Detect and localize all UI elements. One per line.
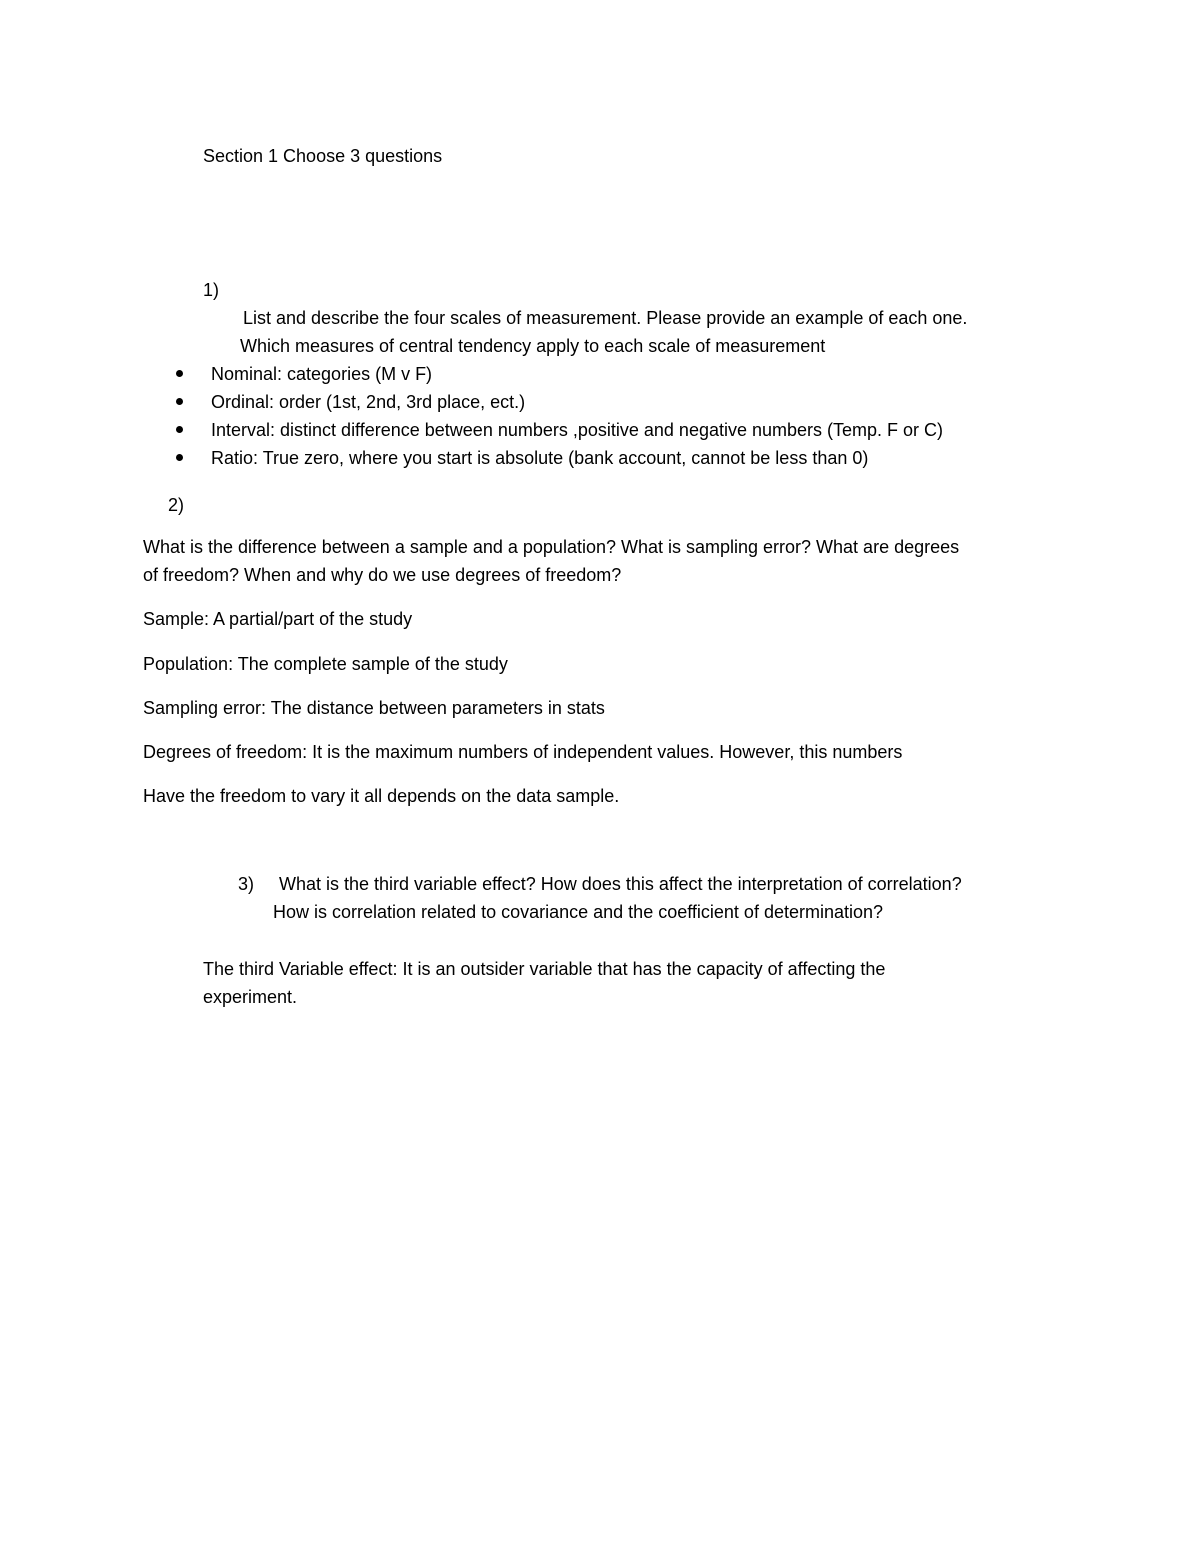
question-3-prompt-line-1: What is the third variable effect? How does this affect the interpretation of correlation? xyxy=(279,874,962,894)
question-3-number: 3) xyxy=(238,874,255,894)
bullet-item-ratio: Ratio: True zero, where you start is absolute (bank account, cannot be less than 0) xyxy=(211,448,869,468)
question-2-number: 2) xyxy=(168,495,185,515)
answer-degrees-of-freedom: Degrees of freedom: It is the maximum numbers of independent values. However, this numbers xyxy=(143,742,903,762)
bullet-item-nominal: Nominal: categories (M v F) xyxy=(211,364,433,384)
section-heading: Section 1 Choose 3 questions xyxy=(203,146,443,166)
bullet-icon xyxy=(176,426,183,433)
question-2-prompt-line-1: What is the difference between a sample and a population? What is sampling error? What are degrees xyxy=(143,537,960,557)
answer-third-variable-line-1: The third Variable effect: It is an outsider variable that has the capacity of affecting the xyxy=(203,959,886,979)
question-1-number: 1) xyxy=(203,280,220,300)
answer-population: Population: The complete sample of the study xyxy=(143,654,508,674)
answer-degrees-of-freedom-continued: Have the freedom to vary it all depends on the data sample. xyxy=(143,786,620,806)
bullet-icon xyxy=(176,398,183,405)
question-1-prompt-line-1: List and describe the four scales of measurement. Please provide an example of each one. xyxy=(243,308,968,328)
question-1-prompt-line-2: Which measures of central tendency apply to each scale of measurement xyxy=(240,336,826,356)
question-2-prompt-line-2: of freedom? When and why do we use degrees of freedom? xyxy=(143,565,622,585)
bullet-icon xyxy=(176,454,183,461)
answer-sampling-error: Sampling error: The distance between parameters in stats xyxy=(143,698,605,718)
bullet-item-ordinal: Ordinal: order (1st, 2nd, 3rd place, ect.) xyxy=(211,392,526,412)
bullet-icon xyxy=(176,370,183,377)
question-3-prompt-line-2: How is correlation related to covariance and the coefficient of determination? xyxy=(273,902,884,922)
bullet-item-interval: Interval: distinct difference between numbers ,positive and negative numbers (Temp. F or C) xyxy=(211,420,944,440)
answer-sample: Sample: A partial/part of the study xyxy=(143,609,413,629)
answer-third-variable-line-2: experiment. xyxy=(203,987,298,1007)
